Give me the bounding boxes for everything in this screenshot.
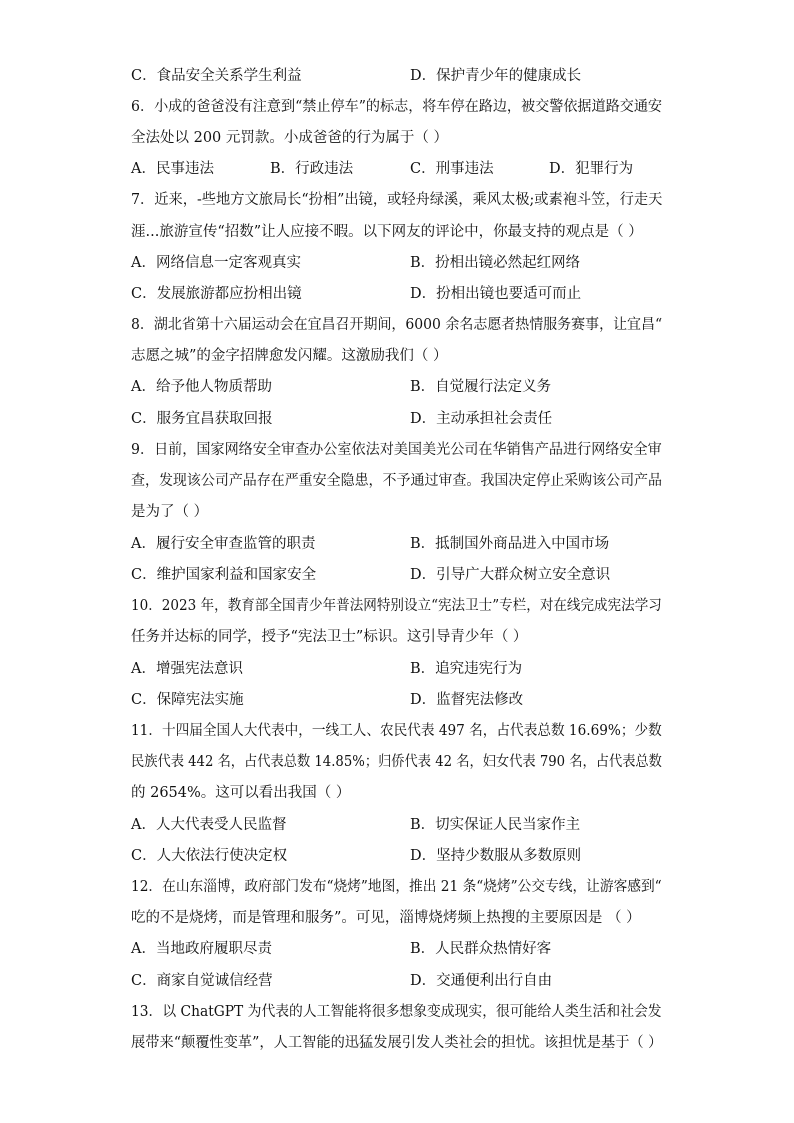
q9-stem-line-2: 查，发现该公司产品存在严重安全隐患，不予通过审查。我国决定停止采购该公司产品 (131, 473, 662, 489)
q9-option-b: B．抵制国外商品进入中国市场 (410, 536, 610, 552)
q7-option-d: D．扮相出镜也要适可而止 (410, 286, 582, 302)
q9-option-d: D．引导广大群众树立安全意识 (410, 567, 611, 583)
q7-option-c: C．发展旅游都应扮相出镜 (131, 286, 302, 302)
q9-option-a: A．履行安全审查监管的职责 (131, 536, 316, 552)
q8-option-d: D．主动承担社会责任 (410, 411, 553, 427)
q8-stem-line-2: 志愿之城”的金字招牌愈发闪耀。这激励我们（ ） (131, 348, 448, 364)
q12-option-b: B．人民群众热情好客 (410, 941, 552, 957)
q9-stem-line-1: 9．日前，国家网络安全审查办公室依法对美国美光公司在华销售产品进行网络安全审 (131, 442, 662, 458)
q6-option-d: D．犯罪行为 (549, 161, 634, 177)
q8-option-b: B．自觉履行法定义务 (410, 379, 552, 395)
q12-stem-line-1: 12．在山东淄博，政府部门发布“烧烤”地图，推出 21 条“烧烤”公交专线，让游客感到“ (131, 879, 662, 895)
q11-option-b: B．切实保证人民当家作主 (410, 817, 581, 833)
q11-option-d: D．坚持少数服从多数原则 (410, 848, 582, 864)
q11-stem-line-1: 11．十四届全国人大代表中，一线工人、农民代表 497 名，占代表总数 16.69%；少数 (131, 723, 662, 739)
q5-option-c: C．食品安全关系学生利益 (131, 68, 302, 84)
q7-stem-line-1: 7．近来，-些地方文旅局长“扮相”出镜，或轻舟绿溪，乘风太极;或素袍斗笠，行走天 (131, 192, 663, 208)
q8-option-c: C．服务宜昌获取回报 (131, 411, 273, 427)
q10-option-b: B．追究违宪行为 (410, 661, 523, 677)
q6-option-c: C．刑事违法 (410, 161, 494, 177)
q7-option-b: B．扮相出镜必然起红网络 (410, 255, 581, 271)
q7-option-a: A．网络信息一定客观真实 (131, 255, 301, 271)
q12-option-d: D．交通便利出行自由 (410, 973, 553, 989)
q10-option-c: C．保障宪法实施 (131, 692, 244, 708)
q11-option-a: A．人大代表受人民监督 (131, 817, 287, 833)
q9-option-c: C．维护国家利益和国家安全 (131, 567, 317, 583)
q10-option-d: D．监督宪法修改 (410, 692, 524, 708)
q6-option-a: A．民事违法 (131, 161, 214, 177)
q11-stem-line-2: 民族代表 442 名，占代表总数 14.85%；归侨代表 42 名，妇女代表 790 名，占代表总数 (131, 754, 662, 770)
q9-stem-line-3: 是为了（ ） (131, 504, 209, 520)
q10-option-a: A．增强宪法意识 (131, 661, 243, 677)
q8-option-a: A．给予他人物质帮助 (131, 379, 272, 395)
q5-option-d: D．保护青少年的健康成长 (410, 68, 582, 84)
q8-stem-line-1: 8．湖北省第十六届运动会在宜昌召开期间，6000 余名志愿者热情服务赛事，让宜昌“ (131, 317, 663, 333)
q12-option-c: C．商家自觉诚信经营 (131, 973, 273, 989)
q6-stem-line-2: 全法处以 200 元罚款。小成爸爸的行为属于（ ） (131, 130, 449, 146)
q12-stem-line-2: 吃的不是烧烤，而是管理和服务”。可见，淄博烧烤频上热搜的主要原因是 （ ） (131, 910, 641, 926)
q10-stem-line-2: 任务并达标的同学，授予“宪法卫士”标识。这引导青少年（ ） (131, 629, 528, 645)
q6-stem-line-1: 6．小成的爸爸没有注意到“禁止停车”的标志，将车停在路边，被交警依据道路交通安 (131, 99, 663, 115)
q6-option-b: B．行政违法 (270, 161, 354, 177)
q11-stem-line-3: 的 2654%。这可以看出我国（ ） (131, 785, 351, 801)
q7-stem-line-2: 涯...旅游宣传“招数”让人应接不暇。以下网友的评论中，你最支持的观点是（ ） (131, 224, 643, 240)
q12-option-a: A．当地政府履职尽责 (131, 941, 272, 957)
q13-stem-line-1: 13．以 ChatGPT 为代表的人工智能将很多想象变成现实，很可能给人类生活和社会发 (131, 1004, 662, 1020)
q10-stem-line-1: 10．2023 年，教育部全国青少年普法网特别设立“宪法卫士”专栏，对在线完成宪法学习 (131, 598, 662, 614)
q11-option-c: C．人大依法行使决定权 (131, 848, 288, 864)
q13-stem-line-2: 展带来“颠覆性变革”，人工智能的迅猛发展引发人类社会的担忧。该担忧是基于（ ） (131, 1035, 663, 1051)
